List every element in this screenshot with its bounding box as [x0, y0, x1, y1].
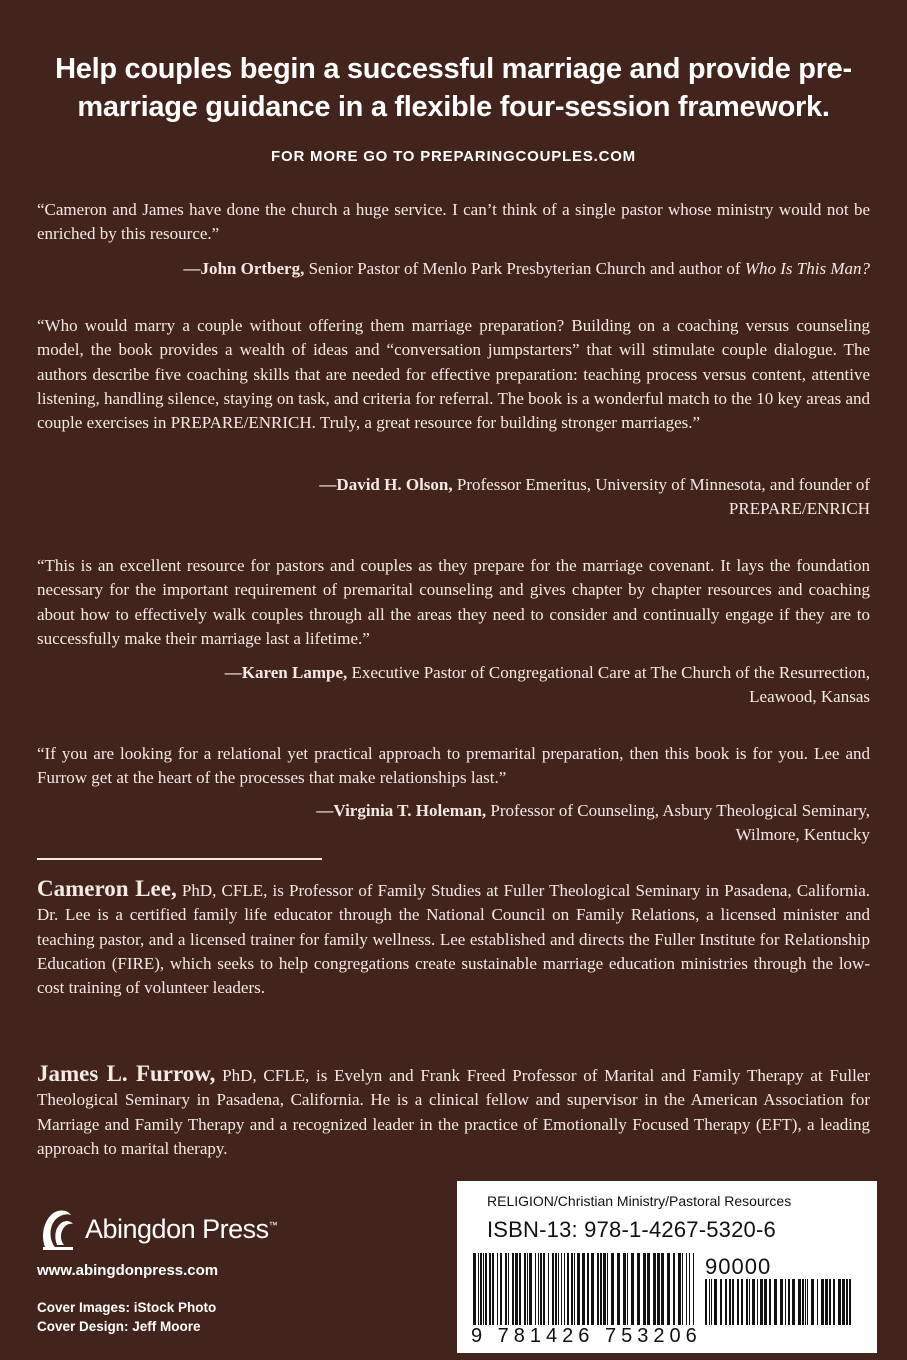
cover-design-credit: Cover Design: Jeff Moore — [37, 1318, 201, 1334]
barcode-digits: 9 781426 753206 — [471, 1325, 702, 1347]
barcode-bar — [769, 1279, 771, 1325]
barcode-bar — [535, 1253, 536, 1325]
barcode-bar — [611, 1253, 614, 1325]
barcode-bar — [480, 1253, 482, 1325]
barcode-bar — [693, 1253, 694, 1325]
barcode-bar — [732, 1279, 734, 1325]
author-bio-1 — [37, 877, 870, 1000]
barcode-bar — [485, 1253, 487, 1325]
endorser-title: Executive Pastor of Congregational Care at The Church of the Resurrection, — [347, 663, 870, 682]
barcode-bar — [527, 1253, 528, 1325]
bisac-category: RELIGION/Christian Ministry/Pastoral Resources — [487, 1193, 792, 1209]
endorser-name: —Virginia T. Holeman, — [316, 801, 487, 820]
barcode-bar — [705, 1279, 707, 1325]
barcode-bar — [529, 1253, 532, 1325]
addon-barcode — [705, 1279, 855, 1325]
barcode-bar — [617, 1253, 620, 1325]
barcode-bar — [792, 1279, 795, 1325]
barcode-bar — [492, 1253, 494, 1325]
barcode-bar — [600, 1253, 602, 1325]
barcode-bar — [597, 1253, 599, 1325]
barcode-bar — [760, 1279, 763, 1325]
barcode-bar — [582, 1253, 585, 1325]
barcode-bar — [764, 1279, 767, 1325]
cover-credits — [37, 1299, 216, 1336]
section-divider — [37, 858, 322, 860]
barcode-bar — [571, 1253, 573, 1325]
barcode-bar — [802, 1279, 804, 1325]
barcode-bar — [846, 1279, 848, 1325]
barcode-bar — [817, 1279, 818, 1325]
publisher-name: Abingdon Press™ — [85, 1213, 278, 1244]
barcode-bar — [825, 1279, 828, 1325]
endorsement-quote-1: “Cameron and James have done the church a huge service. I can’t think of a single pastor whose ministry would not be enriched by this resource.” — [37, 200, 870, 244]
barcode-bar — [489, 1253, 491, 1325]
barcode-bar — [667, 1253, 670, 1325]
barcode-bar — [657, 1253, 660, 1325]
headline: Help couples begin a successful marriage and provide pre-marriage guidance in a flexible four-session framework. — [55, 53, 852, 123]
barcode-bar — [842, 1279, 845, 1325]
barcode-bar — [524, 1253, 526, 1325]
price-code: 90000 — [705, 1254, 772, 1279]
barcode-bar — [752, 1279, 755, 1325]
author-bio-2 — [37, 1062, 870, 1161]
website-callout: FOR MORE GO TO PREPARINGCOUPLES.COM — [271, 148, 636, 165]
barcode-bar — [807, 1279, 808, 1325]
barcode-bar — [574, 1253, 575, 1325]
barcode-bar — [678, 1253, 681, 1325]
author-name: James L. Furrow, — [37, 1061, 216, 1086]
barcode-bar — [567, 1253, 569, 1325]
barcode-bar — [749, 1279, 750, 1325]
barcode-bar — [538, 1253, 539, 1325]
barcode-bar — [821, 1279, 824, 1325]
barcode-bar — [564, 1253, 565, 1325]
endorser-title-line2: PREPARE/ENRICH — [728, 499, 870, 519]
barcode-bar — [746, 1279, 748, 1325]
endorser-title-line2: Wilmore, Kentucky — [735, 825, 870, 845]
barcode-bar — [829, 1279, 831, 1325]
barcode-bar — [512, 1253, 514, 1325]
barcode-panel — [457, 1181, 877, 1353]
endorsement-quote-2: “Who would marry a couple without offering them marriage preparation? Building on a coaching versus counseling model, the book provides a wealth of ideas and “conversation jumpstarters” that will stimulate couple dialogue. The authors describe five coaching skills that are needed for effective preparation: teaching process versus content, attentive listening, handling silence, staying on task, and criteria for referral. The book is a wonderful match to the 10 key areas and couple exercises in PREPARE/ENRICH. Truly, a great resource for building stronger marriages.” — [37, 316, 870, 433]
endorser-title: Professor Emeritus, University of Minnesota, and founder of — [452, 475, 870, 494]
barcode-bar — [497, 1253, 498, 1325]
endorsement-attribution-3 — [37, 661, 870, 710]
barcode-bar — [709, 1279, 710, 1325]
barcode-bar — [552, 1253, 554, 1325]
barcode-bar — [561, 1253, 562, 1325]
barcode-bar — [555, 1253, 557, 1325]
endorser-title-line2: Leawood, Kansas — [749, 687, 870, 707]
barcode-bar — [478, 1253, 479, 1325]
barcode-bar — [508, 1253, 509, 1325]
barcode-bar — [673, 1253, 675, 1325]
endorser-title: Senior Pastor of Menlo Park Presbyterian Church and author of — [304, 259, 745, 278]
barcode-bar — [483, 1253, 484, 1325]
barcode-bar — [500, 1253, 502, 1325]
endorser-name: —David H. Olson, — [319, 475, 453, 494]
publisher-url[interactable]: www.abingdonpress.com — [37, 1262, 219, 1279]
endorser-title: Professor of Counseling, Asbury Theological Seminary, — [486, 801, 870, 820]
barcode-bar — [805, 1279, 806, 1325]
barcode-bar — [623, 1253, 626, 1325]
author-bio-text: PhD, CFLE, is Evelyn and Frank Freed Professor of Marital and Family Therapy at Fuller Theological Seminary in Pasadena, California. He is a clinical fellow and supervisor in the American Association for Marriage and Family Therapy and a recognized leader in the practice of Emotionally Focused Therapy (EFT), a leading approach to marital therapy. — [37, 1066, 871, 1158]
barcode-bar — [627, 1253, 628, 1325]
endorsement-quote-3: “This is an excellent resource for pastors and couples as they prepare for the marriage covenant. It lays the foundation necessary for the important requirement of premarital counseling and gives chapter by chapter resources and coaching about how to effectively walk couples through all the areas they need to consider and continually engage if they are to successfully make their marriage last a lifetime.” — [37, 556, 870, 648]
abingdon-logo-icon — [37, 1207, 79, 1251]
barcode-bar — [838, 1279, 841, 1325]
barcode-bar — [780, 1279, 783, 1325]
barcode-bar — [798, 1279, 801, 1325]
barcode-bar — [603, 1253, 606, 1325]
barcode-bar — [577, 1253, 580, 1325]
barcode-bar — [811, 1279, 814, 1325]
barcode-bar — [647, 1253, 650, 1325]
cover-images-credit: Cover Images: iStock Photo — [37, 1300, 217, 1315]
barcode-bar — [833, 1279, 835, 1325]
barcode-bar — [725, 1279, 727, 1325]
barcode-bar — [637, 1253, 640, 1325]
endorser-name: —Karen Lampe, — [224, 663, 348, 682]
barcode-bar — [558, 1253, 559, 1325]
barcode-bar — [714, 1279, 717, 1325]
barcode-bar — [689, 1253, 690, 1325]
barcode-bar — [686, 1253, 687, 1325]
barcode-bar — [785, 1279, 786, 1325]
barcode-bar — [543, 1253, 545, 1325]
barcode-bar — [737, 1279, 739, 1325]
barcode-bar — [515, 1253, 518, 1325]
publisher-logo — [37, 1207, 277, 1251]
barcode-bar — [540, 1253, 542, 1325]
endorsement-attribution-2 — [37, 473, 870, 522]
barcode-bar — [849, 1279, 851, 1325]
isbn-label: ISBN-13: 978-1-4267-5320-6 — [487, 1217, 776, 1242]
barcode-bar — [607, 1253, 608, 1325]
barcode-bar — [653, 1253, 656, 1325]
barcode-bar — [631, 1253, 634, 1325]
ean-barcode — [473, 1253, 697, 1325]
barcode-bar — [741, 1279, 743, 1325]
endorser-name: —John Ortberg, — [183, 259, 305, 278]
barcode-bar — [682, 1253, 683, 1325]
barcode-bar — [729, 1279, 731, 1325]
author-bio-text: PhD, CFLE, is Professor of Family Studies at Fuller Theological Seminary in Pasadena, California. Dr. Lee is a certified family life educator through the National Council on Family Relations, a licensed minister and teaching pastor, and a licensed trainer for family wellness. Lee established and directs the Fuller Institute for Relationship Education (FIRE), which seeks to help congregations create sustainable marriage education ministries through the low-cost training of volunteer leaders. — [37, 881, 870, 998]
barcode-bar — [788, 1279, 790, 1325]
barcode-bar — [720, 1279, 722, 1325]
barcode-bar — [505, 1253, 507, 1325]
barcode-bar — [711, 1279, 712, 1325]
endorsement-quote-4: “If you are looking for a relational yet practical approach to premarital preparation, then this book is for you. Lee and Furrow get at the heart of the processes that make relationships last.” — [37, 744, 870, 788]
barcode-bar — [774, 1279, 777, 1325]
author-name: Cameron Lee, — [37, 876, 177, 901]
barcode-bar — [548, 1253, 549, 1325]
barcode-bar — [757, 1279, 758, 1325]
barcode-bar — [591, 1253, 594, 1325]
book-title: Who Is This Man? — [744, 259, 870, 278]
barcode-bar — [643, 1253, 646, 1325]
endorsement-attribution-1 — [37, 257, 870, 281]
endorsement-attribution-4 — [37, 799, 870, 848]
barcode-bar — [519, 1253, 521, 1325]
barcode-bar — [661, 1253, 664, 1325]
barcode-bar — [473, 1253, 476, 1325]
barcode-bar — [587, 1253, 589, 1325]
